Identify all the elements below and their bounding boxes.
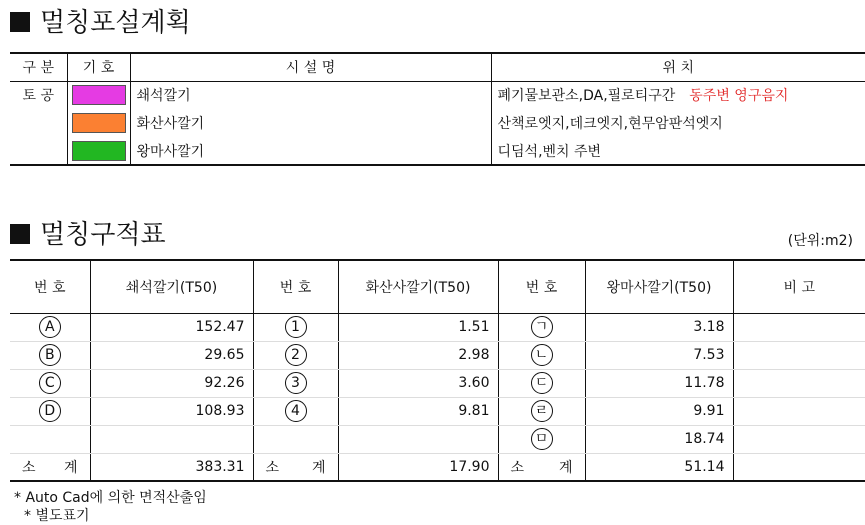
plan-name-2: 화산사깔기 [130,109,491,137]
remarks-cell [733,341,865,369]
plan-header-location: 위 치 [491,53,865,81]
plan-row-1 [10,81,865,109]
crushed-stone-value: 29.65 [90,341,253,369]
plan-symbol-1 [67,81,130,109]
calc-heading [10,220,166,250]
crushed-stone-value: 152.47 [90,313,253,341]
unit-label: (단위:m2) [787,233,853,249]
volcanic-sand-value: 1.51 [338,313,498,341]
plan-header-facility: 시 설 명 [130,53,491,81]
id-badge-b: B [39,344,61,366]
empty-cell [253,425,338,453]
volcanic-sand-value: 3.60 [338,369,498,397]
calc-header-row [10,260,865,313]
calc-header-no-2: 번 호 [253,260,338,313]
calc-row-4 [10,397,865,425]
calc-header-no-1: 번 호 [10,260,90,313]
volcanic-sand-value: 9.81 [338,397,498,425]
calc-header-no-3: 번 호 [498,260,585,313]
subtotal-label-char: 계 [558,459,573,476]
crushed-stone-subtotal: 383.31 [90,453,253,481]
granite-sand-subtotal: 51.14 [585,453,733,481]
id-badge-1: 1 [285,316,307,338]
plan-location-2: 산책로엣지,데크엣지,현무암판석엣지 [497,116,723,132]
calc-row-1 [10,313,865,341]
plan-category-empty-3 [10,137,67,165]
mulching-area-table [10,259,865,482]
granite-sand-value: 7.53 [585,341,733,369]
calc-row-2 [10,341,865,369]
calc-header-remarks: 비 고 [733,260,865,313]
crushed-stone-value: 108.93 [90,397,253,425]
plan-header-category: 구 분 [10,53,67,81]
remarks-cell [733,397,865,425]
id-badge-3: 3 [285,372,307,394]
calc-row-3 [10,369,865,397]
id-badge-a: A [39,316,61,338]
volcanic-sand-subtotal: 17.90 [338,453,498,481]
granite-sand-value: 3.18 [585,313,733,341]
subtotal-label-char: 계 [63,459,78,476]
calc-row-5 [10,425,865,453]
plan-category: 토 공 [10,81,67,109]
id-badge-c: C [39,372,61,394]
plan-category-empty-2 [10,109,67,137]
subtotal-label-2 [260,457,332,477]
heading-square-icon [10,224,30,244]
heading-square-icon [10,12,30,32]
remarks-cell [733,313,865,341]
footnote-autocad: * Auto Cad에 의한 면적산출임 [14,490,207,506]
remarks-cell [733,369,865,397]
calc-subtotal-row [10,453,865,481]
plan-row-2 [10,109,865,137]
remarks-cell [733,425,865,453]
subtotal-label-char: 계 [311,459,326,476]
calc-header-volcanic-sand: 화산사깔기(T50) [338,260,498,313]
calc-header-granite-sand: 왕마사깔기(T50) [585,260,733,313]
green-swatch-icon [72,141,126,161]
plan-heading [10,8,191,38]
plan-location-1-note: 동주변 영구음지 [689,88,789,105]
plan-row-3 [10,137,865,165]
plan-header-symbol: 기 호 [67,53,130,81]
plan-header-row [10,53,865,81]
orange-swatch-icon [72,113,126,133]
mulching-plan-table [10,52,865,166]
granite-sand-value: 11.78 [585,369,733,397]
plan-location-1 [491,81,865,109]
id-badge-4: 4 [285,400,307,422]
subtotal-label-char: 소 [22,459,36,476]
subtotal-label-3 [505,457,579,477]
footnote-separate: * 별도표기 [24,508,90,524]
subtotal-label-char: 소 [510,459,525,476]
granite-sand-value: 9.91 [585,397,733,425]
subtotal-label-1 [16,457,84,477]
plan-location-1-text: 폐기물보관소,DA,필로티구간 [497,88,676,105]
granite-sand-value: 18.74 [585,425,733,453]
plan-title: 멀칭포설계획 [40,8,191,38]
id-badge-mieum: ㅁ [531,428,553,450]
plan-name-3: 왕마사깔기 [130,137,491,165]
remarks-cell [733,453,865,481]
empty-cell [10,425,90,453]
id-badge-rieul: ㄹ [531,400,553,422]
volcanic-sand-value: 2.98 [338,341,498,369]
calc-header-crushed-stone: 쇄석깔기(T50) [90,260,253,313]
magenta-swatch-icon [72,85,126,105]
id-badge-nieun: ㄴ [531,344,553,366]
plan-name-1: 쇄석깔기 [130,81,491,109]
crushed-stone-value: 92.26 [90,369,253,397]
plan-location-3: 디딤석,벤치 주변 [491,137,865,165]
id-badge-digeut: ㄷ [531,372,553,394]
subtotal-label-char: 소 [265,459,280,476]
calc-title: 멀칭구적표 [40,220,166,250]
id-badge-giyeok: ㄱ [531,316,553,338]
empty-cell [90,425,253,453]
id-badge-2: 2 [285,344,307,366]
plan-symbol-3 [67,137,130,165]
id-badge-d: D [39,400,61,422]
plan-symbol-2 [67,109,130,137]
empty-cell [338,425,498,453]
